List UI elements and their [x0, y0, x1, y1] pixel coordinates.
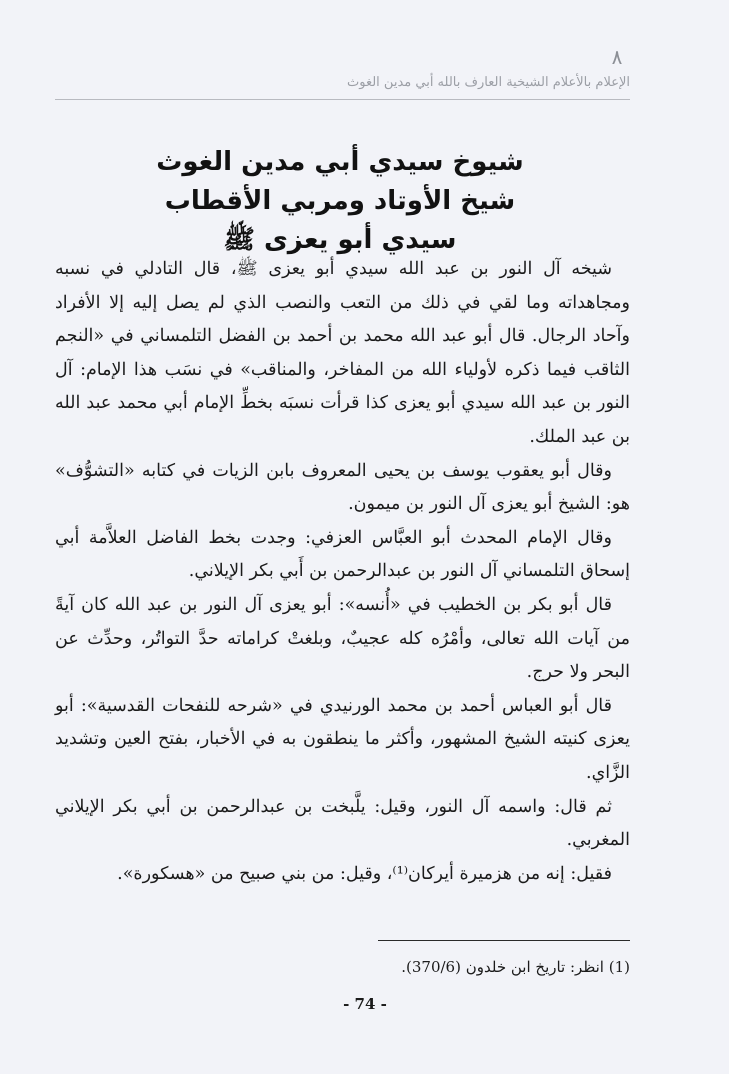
paragraph: شيخه آل النور بن عبد الله سيدي أبو يعزى ﷺ، قال التادلي في نسبه ومجاهداته وما لقي في ذلك من التعب والنصب الذي لم يصل إليه إلا الأفراد وآحاد الرجال. قال أبو عبد الله محمد بن أحمد بن الفضل التلمساني في «النجم الثاقب فيما ذكره لأولياء الله من المفاخر، والمناقب» في نسَب هذا الإمام: آل النور بن عبد الله سيدي أبو يعزى كذا قرأت نسبَه بخطِّ الإمام أبي محمد عبد الله بن عبد الملك. — [55, 259, 630, 447]
running-header — [55, 45, 630, 105]
paragraph: وقال أبو يعقوب يوسف بن يحيى المعروف بابن الزيات في كتابه «التشوُّف» هو: الشيخ أبو يعزى آل النور بن ميمون. — [55, 460, 630, 515]
header-ornament-icon: ٨ — [611, 45, 623, 69]
paragraph: قال أبو العباس أحمد بن محمد الورنيدي في «شرحه للنفحات القدسية»: أبو يعزى كنيته الشيخ المشهور، وأكثر ما ينطقون به في الأخبار، بفتح العين وتشديد الزَّاي. — [55, 695, 630, 783]
header-divider — [55, 99, 630, 100]
chapter-titles — [100, 143, 580, 260]
paragraph: وقال الإمام المحدث أبو العبَّاس العزفي: وجدت بخط الفاضل العلاَّمة أبي إسحاق التلمساني آل النور بن عبدالرحمن بن أَبي بكر الإيلاني. — [55, 527, 630, 582]
paragraph: فقيل: إنه من هزميرة أيركان⁽¹⁾، وقيل: من بني صبيح من «هسكورة». — [117, 863, 612, 884]
page-number: - 74 - — [343, 995, 387, 1013]
chapter-title-line-1: شيوخ سيدي أبي مدين الغوث — [156, 147, 524, 177]
paragraph: قال أبو بكر بن الخطيب في «أُنسه»: أبو يعزى آل النور بن عبد الله كان آيةً من آيات الله تعالى، وأمْرُه كله عجيبٌ، وبلغتْ كراماته حدَّ التواتُر، وحدِّث عن البحر ولا حرج. — [55, 594, 630, 683]
footnote: (1) انظر: تاريخ ابن خلدون (370/6). — [401, 958, 630, 976]
footnote-divider — [378, 940, 630, 941]
chapter-title-line-2: شيخ الأوتاد ومربي الأقطاب — [164, 186, 516, 216]
paragraph: ثم قال: واسمه آل النور، وقيل: يلَّبخت بن عبدالرحمن بن أبي بكر الإيلاني المغربي. — [55, 796, 630, 851]
chapter-title-line-3: سيدي أبو يعزى ﷺ — [223, 225, 457, 255]
body-text — [55, 253, 630, 891]
running-title: الإعلام بالأعلام الشيخية العارف بالله أبي مدين الغوث — [347, 75, 630, 90]
